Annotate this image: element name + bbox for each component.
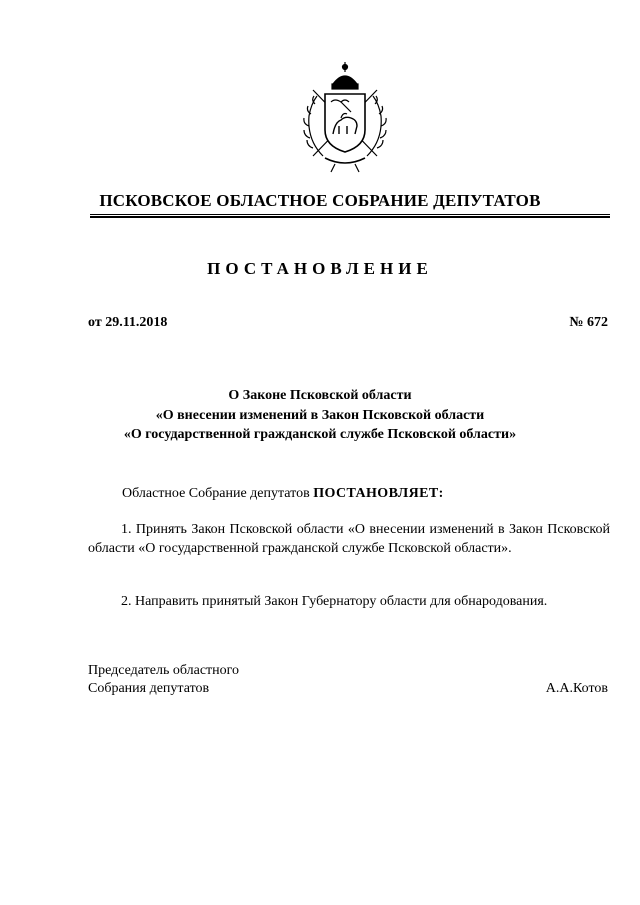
signatory-position: [88, 662, 239, 698]
intro-text: Областное Собрание депутатов: [122, 486, 314, 501]
document-type-heading: ПОСТАНОВЛЕНИЕ: [207, 259, 433, 278]
document-date: от 29.11.2018: [88, 315, 168, 330]
title-line: «О государственной гражданской службе Псковской области»: [123, 427, 517, 442]
intro-resolves: ПОСТАНОВЛЯЕТ:: [313, 486, 444, 501]
signatory-position-line: Председатель областного: [88, 663, 240, 678]
pskov-coat-of-arms-icon: [295, 60, 395, 180]
organization-title: ПСКОВСКОЕ ОБЛАСТНОЕ СОБРАНИЕ ДЕПУТАТОВ: [99, 191, 541, 210]
signatory-position-line: Собрания депутатов: [88, 681, 210, 696]
resolution-intro: [122, 486, 444, 502]
resolution-item-2: 2. Направить принятый Закон Губернатору области для обнародования.: [121, 594, 548, 609]
document-number: № 672: [569, 315, 608, 330]
document-title: [0, 386, 640, 445]
title-line: О Законе Псковской области: [228, 388, 412, 403]
title-line: «О внесении изменений в Закон Псковской области: [155, 407, 485, 423]
header-divider-thick: [90, 216, 610, 218]
header-divider-thin: [90, 214, 610, 215]
signatory-name: А.А.Котов: [545, 681, 608, 696]
resolution-item-1: 1. Принять Закон Псковской области «О внесении изменений в Закон Псковской области «О государственной гражданской службе Псковской области».: [88, 522, 610, 556]
